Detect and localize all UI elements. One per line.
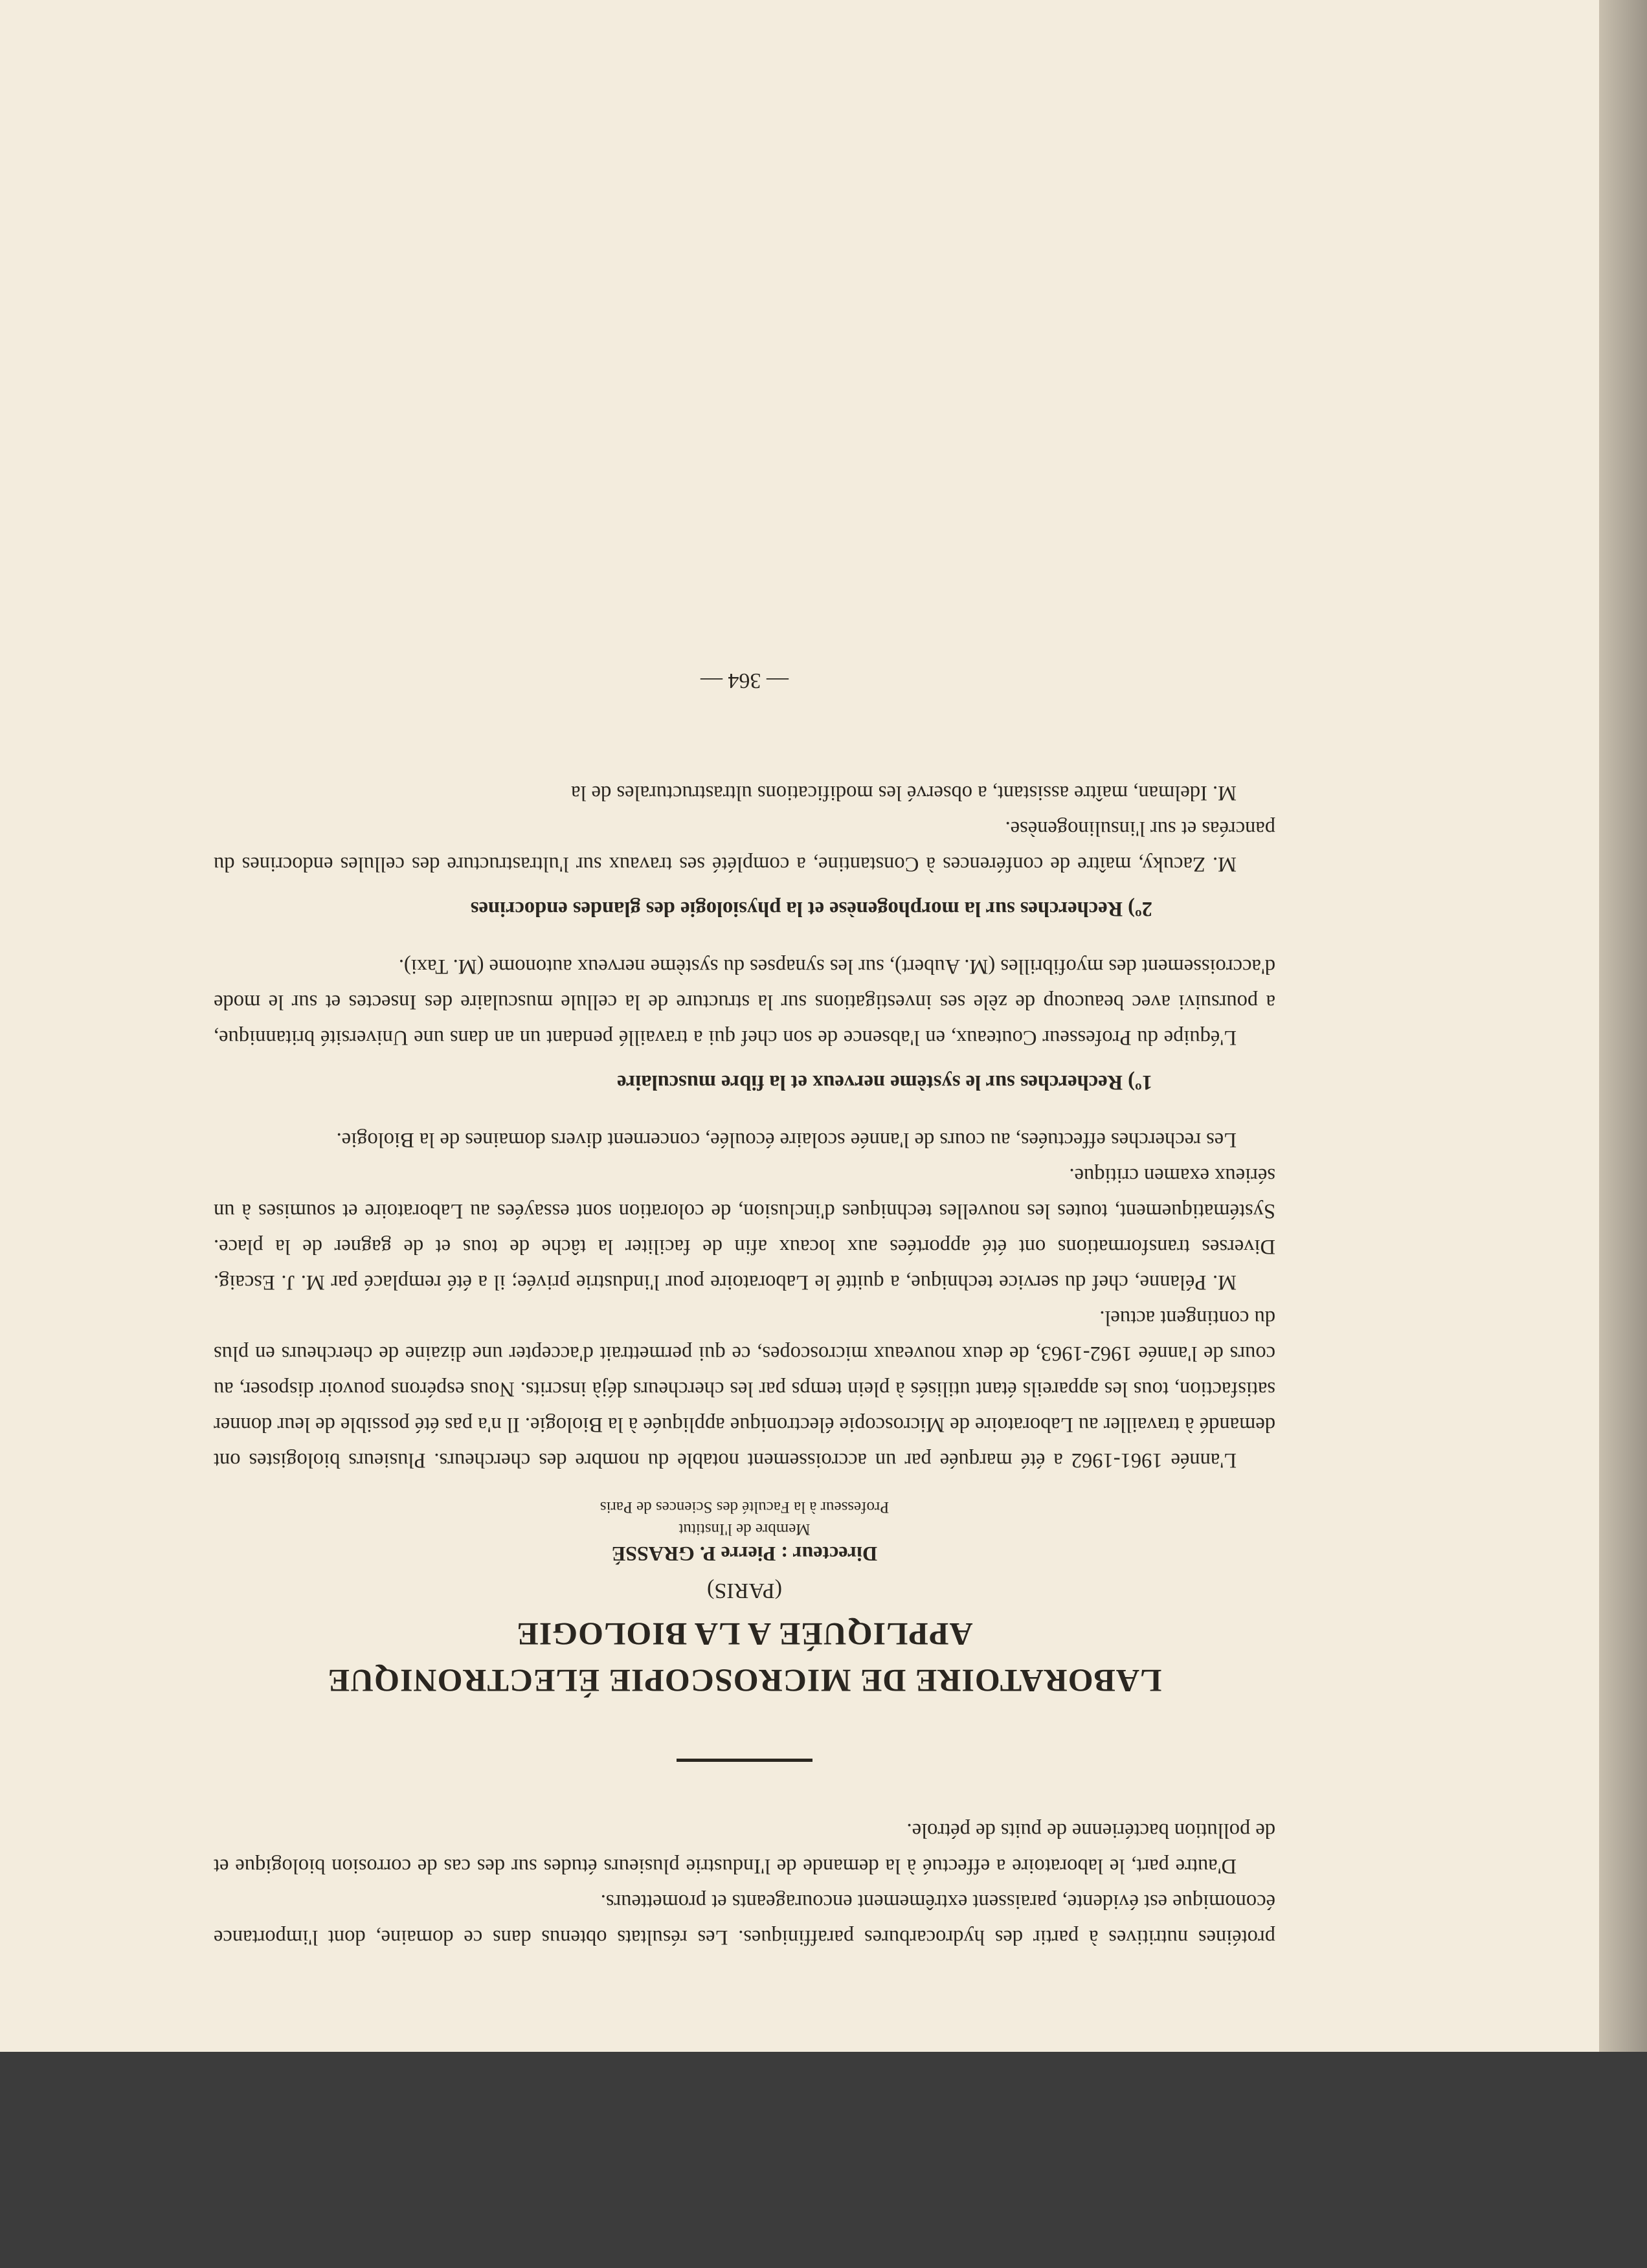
section2-heading: 2º) Recherches sur la morphogenèse et la physiologie des glandes endocrines: [470, 897, 1152, 920]
section1-text: L'équipe du Professeur Couteaux, en l'absence de son chef qui a travaillé pendant un an dans une Université britannique, a poursuivi avec beaucoup de zèle ses investigations sur la structure de la cellule musculaire des Insectes et sur le mode d'accroissement des myofibrilles (M. Aubert), sur les synapses du système nerveux autonome (M. Taxi).: [214, 955, 1275, 1049]
lab-title-line1: LABORATOIRE DE MICROSCOPIE ÉLECTRONIQUE: [327, 1663, 1162, 1699]
book-spine-shadow: [1599, 0, 1647, 2052]
body-paragraph-1: L'année 1961-1962 a été marquée par un accroissement notable du nombre des chercheurs. Plusieurs biologistes ont demandé à travailler au Laboratoire de Microscopie électronique appliquée à la Biologie. Il n'a pas été possible de leur donner satisfaction, tous les appareils étant utilisés à plein temps par les chercheurs déjà inscrits. Nous espérons pouvoir disposer, au cours de l'année 1962-1963, de deux nouveaux microscopes, ce qui permettrait d'accepter une dizaine de chercheurs en plus du contingent actuel.: [214, 1306, 1275, 1472]
lab-title-line2: APPLIQUÉE A LA BIOLOGIE: [516, 1616, 973, 1652]
body-paragraph-2: M. Pélanne, chef du service technique, a quitté le Laboratoire pour l'industrie privée; il a été remplacé par M. J. Escaig. Diverses transformations ont été apportées aux locaux afin de faciliter la tâche de tous et de gagner de la place. Systématiquement, toutes les nouvelles techniques d'inclusion, de coloration sont essayées au Laboratoire et soumises à un sérieux examen critique.: [214, 1164, 1275, 1294]
director-title-2: Professeur à la Faculté des Sciences de Paris: [599, 1498, 890, 1516]
section2-text-2: M. Idelman, maître assistant, a observé les modifications ultrastructurales de la: [571, 781, 1237, 805]
section-divider: [677, 1759, 812, 1762]
body-paragraph-3: Les recherches effectuées, au cours de l'année scolaire écoulée, concernent divers domaines de la Biologie.: [336, 1128, 1237, 1151]
intro-paragraph-1: protéines nutritives à partir des hydrocarbures paraffiniques. Les résultats obtenus dans ce domaine, dont l'importance économique est évidente, paraissent extrêmement encourageants et prometteurs.: [214, 1890, 1275, 1949]
lab-director: Directeur : Pierre P. GRASSÉ: [611, 1542, 878, 1566]
page-number: — 364 —: [700, 669, 789, 693]
printed-page-rotated: [214, 194, 1275, 1955]
lab-location: (PARIS): [707, 1579, 782, 1603]
intro-paragraph-2: D'autre part, le laboratoire a effectué à la demande de l'Industrie plusieurs études sur des cas de corrosion biologique et de pollution bactérienne de puits de pétrole.: [214, 1819, 1275, 1878]
section2-text-1: M. Zacuky, maître de conférences à Constantine, a complété ses travaux sur l'ultrastructure des cellules endocrines du pancréas et sur l'insulinogenèse.: [214, 817, 1275, 876]
section1-heading: 1º) Recherches sur le système nerveux et la fibre musculaire: [617, 1071, 1152, 1094]
scanner-background: [0, 2052, 1647, 2268]
director-title-1: Membre de l'Institut: [678, 1520, 811, 1538]
